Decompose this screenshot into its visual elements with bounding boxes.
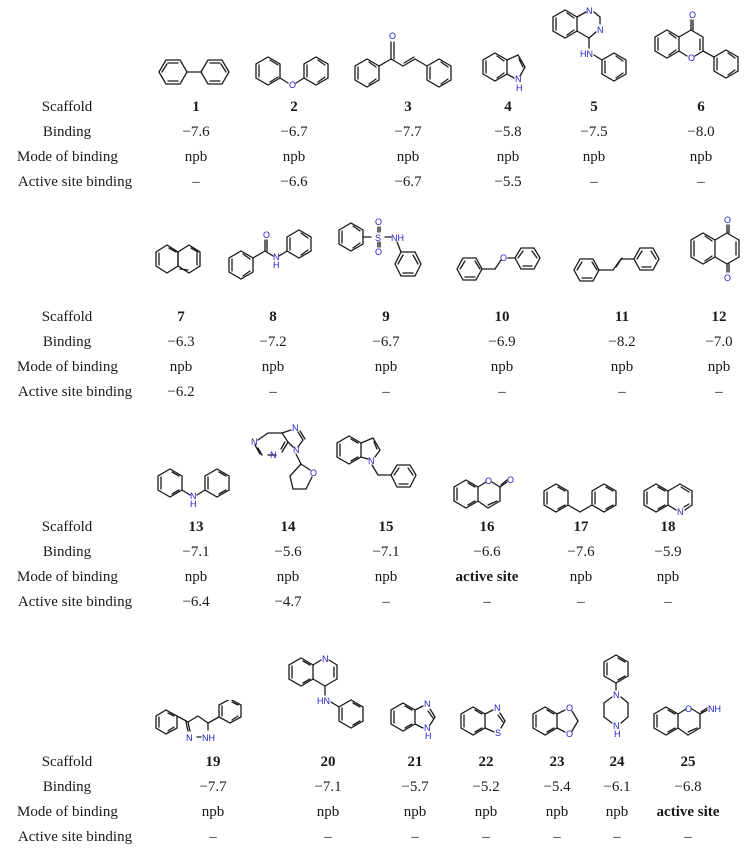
svg-text:HN: HN bbox=[317, 696, 330, 706]
svg-text:O: O bbox=[724, 215, 732, 225]
svg-text:O: O bbox=[375, 217, 383, 227]
row-label-active: Active site binding bbox=[17, 829, 133, 845]
svg-text:O: O bbox=[689, 10, 697, 20]
structure-benzodioxole bbox=[530, 700, 590, 745]
structure-flavone bbox=[650, 5, 750, 90]
binding-value: −7.6 bbox=[567, 544, 595, 560]
structure-naphthalene bbox=[152, 238, 212, 283]
active-site-value: – bbox=[482, 829, 490, 845]
svg-text:N: N bbox=[613, 721, 620, 731]
binding-value: −5.6 bbox=[274, 544, 302, 560]
active-site-value: – bbox=[715, 384, 723, 400]
structure-thf-purine bbox=[248, 420, 328, 525]
compound-id: 13 bbox=[188, 519, 204, 535]
svg-text:N: N bbox=[293, 445, 300, 455]
active-site-value: −6.2 bbox=[167, 384, 195, 400]
svg-text:N: N bbox=[292, 423, 299, 433]
mode-value: npb bbox=[656, 569, 680, 585]
compound-id: 20 bbox=[320, 754, 336, 770]
active-site-value: – bbox=[577, 594, 585, 610]
svg-text:O: O bbox=[310, 468, 318, 478]
binding-value: −7.7 bbox=[394, 124, 422, 140]
svg-text:N: N bbox=[494, 703, 501, 713]
active-site-value: – bbox=[269, 384, 277, 400]
svg-text:O: O bbox=[724, 273, 732, 283]
binding-value: −6.3 bbox=[167, 334, 195, 350]
active-site-value: – bbox=[613, 829, 621, 845]
compound-id: 22 bbox=[478, 754, 494, 770]
structure-diphenylamine bbox=[150, 462, 240, 512]
structure-stilbene bbox=[570, 245, 680, 295]
mode-value: npb bbox=[396, 149, 420, 165]
svg-text:H: H bbox=[190, 499, 197, 509]
mode-value: npb bbox=[184, 569, 208, 585]
compound-id: 19 bbox=[205, 754, 221, 770]
compound-id: 9 bbox=[382, 309, 390, 325]
mode-value: npb bbox=[261, 359, 285, 375]
active-site-value: – bbox=[411, 829, 419, 845]
mode-value: npb bbox=[605, 804, 629, 820]
svg-text:O: O bbox=[500, 253, 508, 263]
row-label-binding: Binding bbox=[42, 544, 92, 560]
row-label-mode: Mode of binding bbox=[17, 569, 118, 585]
row-label-binding: Binding bbox=[42, 124, 92, 140]
binding-value: −8.0 bbox=[687, 124, 715, 140]
binding-value: −6.1 bbox=[603, 779, 631, 795]
compound-id: 8 bbox=[269, 309, 277, 325]
binding-value: −5.2 bbox=[472, 779, 500, 795]
active-site-value: – bbox=[324, 829, 332, 845]
row-label-active: Active site binding bbox=[17, 174, 133, 190]
row-label-binding: Binding bbox=[42, 779, 92, 795]
mode-value: npb bbox=[707, 359, 731, 375]
svg-text:N: N bbox=[597, 25, 604, 35]
binding-value: −6.9 bbox=[488, 334, 516, 350]
svg-text:O: O bbox=[485, 476, 493, 486]
structure-iminochromene bbox=[650, 700, 750, 745]
svg-text:H: H bbox=[425, 731, 432, 741]
compound-id: 16 bbox=[479, 519, 495, 535]
compound-id: 21 bbox=[407, 754, 423, 770]
structure-sulfonamide bbox=[335, 210, 435, 305]
active-site-value: – bbox=[553, 829, 561, 845]
structure-benzyl-phenyl-ether bbox=[453, 245, 558, 295]
mode-value: npb bbox=[610, 359, 634, 375]
mode-value: npb bbox=[184, 149, 208, 165]
svg-text:S: S bbox=[375, 233, 382, 243]
structure-diphenylpyrazoline bbox=[152, 700, 272, 750]
svg-text:N: N bbox=[270, 450, 277, 460]
binding-value: −7.6 bbox=[182, 124, 210, 140]
svg-text:N: N bbox=[368, 456, 375, 466]
binding-value: −7.5 bbox=[580, 124, 608, 140]
mode-value: npb bbox=[474, 804, 498, 820]
svg-text:H: H bbox=[516, 83, 523, 93]
compound-id: 18 bbox=[660, 519, 676, 535]
active-site-value: −6.4 bbox=[182, 594, 210, 610]
svg-text:N: N bbox=[613, 690, 620, 700]
active-site-value: −6.6 bbox=[280, 174, 308, 190]
svg-text:O: O bbox=[566, 729, 574, 739]
svg-text:N: N bbox=[586, 6, 593, 16]
compound-id: 3 bbox=[404, 99, 412, 115]
compound-id: 5 bbox=[590, 99, 598, 115]
binding-value: −5.4 bbox=[543, 779, 571, 795]
binding-value: −5.9 bbox=[654, 544, 682, 560]
structure-anilinoquinazoline bbox=[548, 2, 638, 97]
structure-benzylindole bbox=[333, 425, 433, 525]
active-site-value: – bbox=[618, 384, 626, 400]
active-site-value: – bbox=[697, 174, 705, 190]
mode-value-active-site: active site bbox=[656, 804, 720, 820]
mode-value: npb bbox=[374, 359, 398, 375]
structure-diphenylmethane bbox=[540, 475, 635, 525]
svg-text:O: O bbox=[263, 230, 271, 240]
binding-value: −7.0 bbox=[705, 334, 733, 350]
svg-text:HN: HN bbox=[580, 49, 593, 59]
structure-chalcone bbox=[345, 22, 470, 102]
binding-value: −6.8 bbox=[674, 779, 702, 795]
binding-value: −5.7 bbox=[401, 779, 429, 795]
active-site-value: – bbox=[664, 594, 672, 610]
row-label-scaffold: Scaffold bbox=[41, 309, 93, 325]
svg-text:S: S bbox=[495, 728, 502, 738]
compound-id: 11 bbox=[614, 309, 630, 325]
row-label-mode: Mode of binding bbox=[17, 359, 118, 375]
svg-text:O: O bbox=[289, 80, 297, 90]
binding-value: −6.7 bbox=[372, 334, 400, 350]
binding-value: −6.7 bbox=[280, 124, 308, 140]
svg-text:O: O bbox=[375, 247, 383, 257]
compound-id: 6 bbox=[697, 99, 705, 115]
svg-text:H: H bbox=[273, 260, 280, 270]
structure-phenylpiperazine bbox=[598, 650, 648, 745]
row-label-mode: Mode of binding bbox=[17, 149, 118, 165]
compound-id: 24 bbox=[609, 754, 625, 770]
compound-id: 12 bbox=[711, 309, 727, 325]
svg-text:H: H bbox=[614, 729, 621, 739]
active-site-value: – bbox=[209, 829, 217, 845]
compound-id: 7 bbox=[177, 309, 185, 325]
svg-text:N: N bbox=[251, 437, 258, 447]
svg-text:O: O bbox=[507, 475, 515, 485]
structure-anilinoquinoline bbox=[285, 655, 375, 745]
structure-benzothiazole bbox=[458, 700, 518, 745]
compound-id: 25 bbox=[680, 754, 696, 770]
active-site-value: – bbox=[382, 594, 390, 610]
active-site-value: – bbox=[498, 384, 506, 400]
mode-value: npb bbox=[496, 149, 520, 165]
row-label-binding: Binding bbox=[42, 334, 92, 350]
structure-indole bbox=[478, 40, 538, 100]
svg-text:N: N bbox=[322, 655, 329, 664]
binding-value: −7.1 bbox=[372, 544, 400, 560]
row-label-mode: Mode of binding bbox=[17, 804, 118, 820]
mode-value: npb bbox=[689, 149, 713, 165]
mode-value: npb bbox=[490, 359, 514, 375]
table-block-3 bbox=[0, 420, 751, 620]
row-label-scaffold: Scaffold bbox=[41, 754, 93, 770]
active-site-value: – bbox=[483, 594, 491, 610]
mode-value-active-site: active site bbox=[455, 569, 519, 585]
svg-text:NH: NH bbox=[202, 733, 215, 743]
mode-value: npb bbox=[316, 804, 340, 820]
svg-text:O: O bbox=[566, 703, 574, 713]
compound-id: 1 bbox=[192, 99, 200, 115]
active-site-value: – bbox=[590, 174, 598, 190]
binding-value: −7.7 bbox=[199, 779, 227, 795]
svg-text:N: N bbox=[186, 733, 193, 743]
row-label-active: Active site binding bbox=[17, 384, 133, 400]
svg-text:NH: NH bbox=[391, 233, 404, 243]
compound-id: 4 bbox=[504, 99, 512, 115]
compound-id: 10 bbox=[494, 309, 510, 325]
row-label-active: Active site binding bbox=[17, 594, 133, 610]
compound-id: 14 bbox=[280, 519, 296, 535]
active-site-value: – bbox=[192, 174, 200, 190]
binding-value: −7.1 bbox=[182, 544, 210, 560]
structure-naphthoquinone bbox=[685, 215, 751, 315]
svg-text:N: N bbox=[273, 252, 280, 262]
compound-id: 2 bbox=[290, 99, 298, 115]
compound-id: 17 bbox=[573, 519, 589, 535]
structure-benzanilide bbox=[225, 215, 325, 290]
svg-text:N: N bbox=[515, 74, 522, 84]
svg-text:O: O bbox=[688, 53, 696, 63]
mode-value: npb bbox=[169, 359, 193, 375]
svg-text:O: O bbox=[685, 704, 693, 714]
active-site-value: – bbox=[382, 384, 390, 400]
svg-text:N: N bbox=[424, 723, 431, 733]
mode-value: npb bbox=[582, 149, 606, 165]
binding-value: −7.2 bbox=[259, 334, 287, 350]
compound-id: 23 bbox=[549, 754, 565, 770]
binding-value: −5.8 bbox=[494, 124, 522, 140]
svg-text:N: N bbox=[424, 699, 431, 709]
binding-value: −7.1 bbox=[314, 779, 342, 795]
binding-value: −6.6 bbox=[473, 544, 501, 560]
active-site-value: – bbox=[684, 829, 692, 845]
svg-text:O: O bbox=[389, 31, 397, 41]
mode-value: npb bbox=[276, 569, 300, 585]
table-block-1 bbox=[0, 0, 751, 200]
structure-diphenyl-ether bbox=[248, 48, 338, 98]
structure-benzimidazole bbox=[388, 698, 448, 748]
active-site-value: −4.7 bbox=[274, 594, 302, 610]
svg-text:N: N bbox=[190, 491, 197, 501]
svg-text:N: N bbox=[677, 507, 684, 517]
mode-value: npb bbox=[403, 804, 427, 820]
structure-quinoline bbox=[640, 475, 710, 525]
active-site-value: −6.7 bbox=[394, 174, 422, 190]
row-label-scaffold: Scaffold bbox=[41, 519, 93, 535]
structure-coumarin bbox=[450, 472, 550, 522]
mode-value: npb bbox=[201, 804, 225, 820]
mode-value: npb bbox=[282, 149, 306, 165]
structure-biphenyl bbox=[150, 50, 240, 95]
svg-text:NH: NH bbox=[708, 704, 721, 714]
compound-id: 15 bbox=[378, 519, 394, 535]
table-block-2 bbox=[0, 210, 751, 410]
row-label-scaffold: Scaffold bbox=[41, 99, 93, 115]
mode-value: npb bbox=[569, 569, 593, 585]
table-block-4 bbox=[0, 620, 751, 851]
binding-value: −8.2 bbox=[608, 334, 636, 350]
mode-value: npb bbox=[374, 569, 398, 585]
mode-value: npb bbox=[545, 804, 569, 820]
active-site-value: −5.5 bbox=[494, 174, 522, 190]
